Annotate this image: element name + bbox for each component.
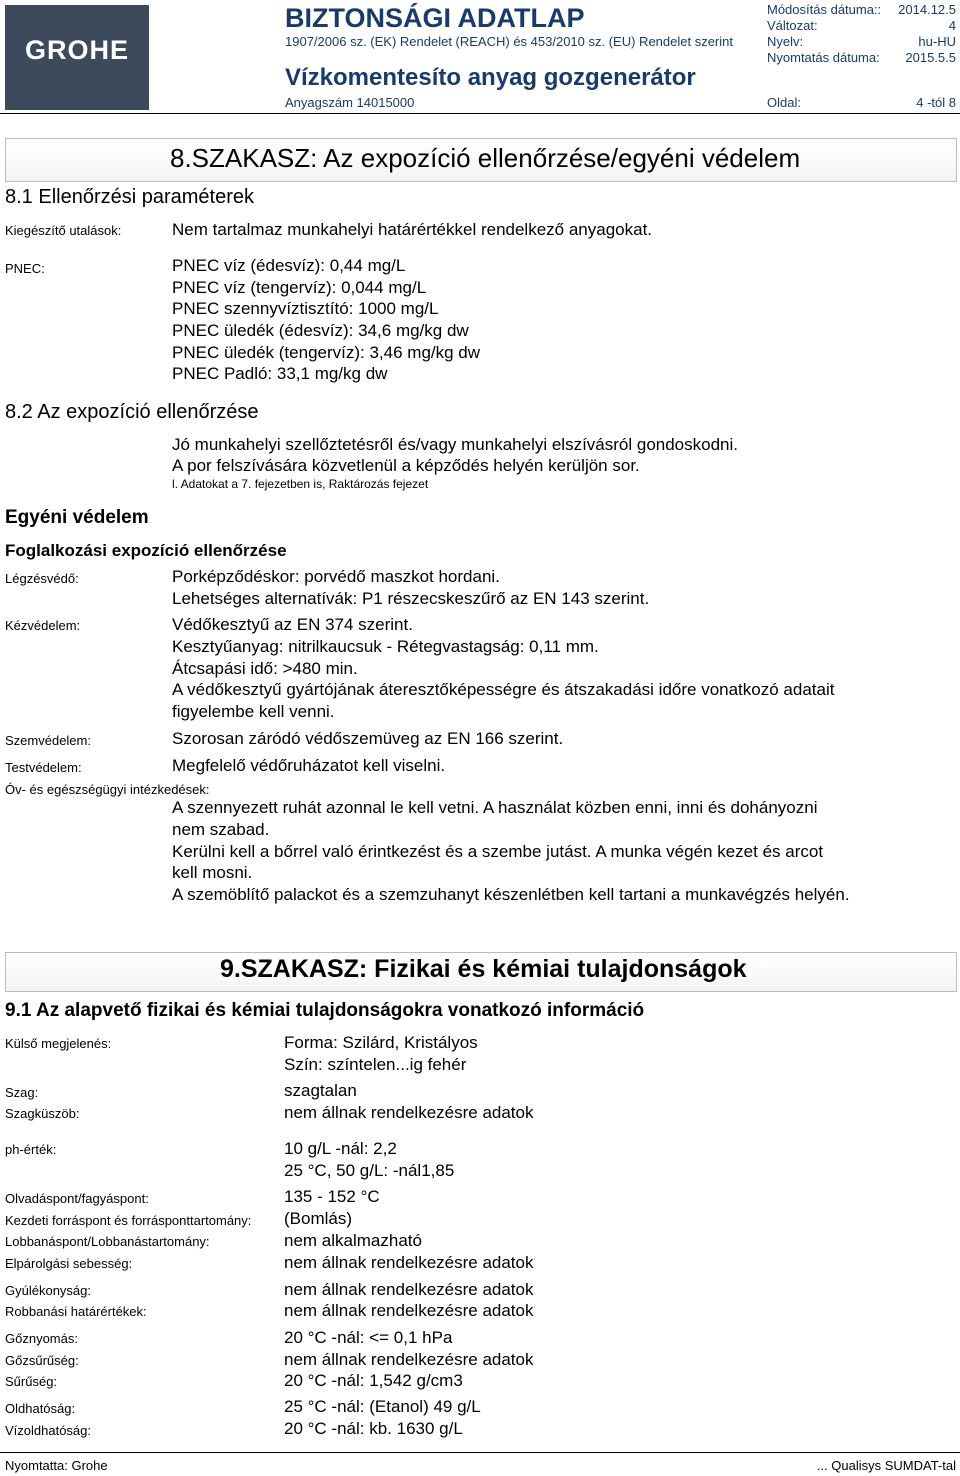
additional-value: Nem tartalmaz munkahelyi határértékkel rendelkező anyagokat.: [172, 220, 653, 239]
doc-title: BIZTONSÁGI ADATLAP: [285, 3, 585, 33]
meta-label-version: Változat:: [767, 18, 818, 33]
prop-label-density: Sűrűség:: [5, 1374, 58, 1389]
section9-title: 9.SZAKASZ: Fizikai és kémiai tulajdonságok: [220, 955, 747, 983]
meta-value-print-date: 2015.5.5: [905, 50, 956, 65]
hand-label: Kézvédelem:: [5, 618, 81, 633]
section8-1-heading: 8.1 Ellenőrzési paraméterek: [5, 186, 255, 208]
prop-value-ph: 10 g/L -nál: 2,2: [284, 1139, 397, 1158]
hygiene-line: nem szabad.: [172, 820, 270, 839]
prop-value-vapour-pressure: 20 °C -nál: <= 0,1 hPa: [284, 1328, 453, 1347]
prop-label-solubility: Oldhatóság:: [5, 1401, 76, 1416]
prop-label-evaporation-rate: Elpárolgási sebesség:: [5, 1256, 133, 1271]
meta-label-language: Nyelv:: [767, 34, 804, 49]
prop-value-flammability: nem állnak rendelkezésre adatok: [284, 1280, 534, 1299]
prop-label-boiling-point: Kezdeti forráspont és forrásponttartomány:: [5, 1213, 252, 1228]
meta-value-language: hu-HU: [918, 34, 956, 49]
prop-value-vapour-density: nem állnak rendelkezésre adatok: [284, 1350, 534, 1369]
prop-label-odour: Szag:: [5, 1085, 39, 1100]
prop-label-explosion-limits: Robbanási határértékek:: [5, 1304, 147, 1319]
section8-title: 8.SZAKASZ: Az expozíció ellenőrzése/egyéni védelem: [170, 143, 801, 173]
prop-value-flash-point: nem alkalmazható: [284, 1231, 422, 1250]
eye-value: Szorosan záródó védőszemüveg az EN 166 szerint.: [172, 729, 564, 748]
substance-number: Anyagszám 14015000: [285, 95, 415, 110]
pnec-line: PNEC üledék (tengervíz): 3,46 mg/kg dw: [172, 343, 481, 362]
eye-label: Szemvédelem:: [5, 733, 91, 748]
header-divider: [0, 113, 960, 114]
hygiene-line: A szemöblítő palackot és a szemzuhanyt készenlétben kell tartani a munkavégzés helyén.: [172, 885, 850, 904]
prop-value-explosion-limits: nem állnak rendelkezésre adatok: [284, 1301, 534, 1320]
prop-label-ph: ph-érték:: [5, 1142, 57, 1157]
prop-value-evaporation-rate: nem állnak rendelkezésre adatok: [284, 1253, 534, 1272]
hand-line: Kesztyűanyag: nitrilkaucsuk - Rétegvastagság: 0,11 mm.: [172, 637, 599, 656]
exposure-line: Jó munkahelyi szellőztetésről és/vagy munkahelyi elszívásról gondoskodni.: [172, 435, 739, 454]
prop-value-appearance: Forma: Szilárd, Kristályos: [284, 1033, 478, 1052]
section8-2-heading: 8.2 Az expozíció ellenőrzése: [5, 401, 259, 423]
meta-label-revision: Módosítás dátuma::: [767, 2, 882, 17]
body-label: Testvédelem:: [5, 760, 82, 775]
prop-label-flammability: Gyúlékonyság:: [5, 1283, 91, 1298]
pnec-label: PNEC:: [5, 261, 45, 276]
logo-text: GROHE: [24, 35, 129, 65]
page-value: 4 -tól 8: [916, 95, 956, 110]
meta-label-print-date: Nyomtatás dátuma:: [767, 50, 880, 65]
respiratory-line: Lehetséges alternatívák: P1 részecskeszűrő az EN 143 szerint.: [172, 589, 650, 608]
hygiene-line: A szennyezett ruhát azonnal le kell vetni. A használat közben enni, inni és dohányozni: [172, 798, 818, 817]
prop-value-density: 20 °C -nál: 1,542 g/cm3: [284, 1371, 463, 1390]
exposure-line: A por felszívására közvetlenül a képződés helyén kerüljön sor.: [172, 456, 640, 475]
hygiene-label: Óv- és egészségügyi intézkedések:: [5, 782, 210, 797]
body-value: Megfelelő védőruházatot kell viselni.: [172, 756, 446, 775]
respiratory-line: Porképződéskor: porvédő maszkot hordani.: [172, 567, 500, 586]
grohe-logo: [5, 5, 149, 110]
prop-value-melting-point: 135 - 152 °C: [284, 1187, 380, 1206]
meta-value-revision: 2014.12.5: [898, 2, 956, 17]
hand-line: figyelembe kell venni.: [172, 702, 335, 721]
prop-value-odour: szagtalan: [284, 1081, 357, 1100]
respiratory-label: Légzésvédő:: [5, 571, 79, 586]
pnec-line: PNEC Padló: 33,1 mg/kg dw: [172, 364, 388, 383]
pnec-line: PNEC víz (édesvíz): 0,44 mg/L: [172, 256, 406, 275]
prop-label-melting-point: Olvadáspont/fagyáspont:: [5, 1191, 149, 1206]
personal-protection-heading: Egyéni védelem: [5, 507, 149, 528]
prop-label-water-solubility: Vízoldhatóság:: [5, 1423, 92, 1438]
pnec-line: PNEC szennyvíztisztító: 1000 mg/L: [172, 299, 439, 318]
footer-right: ... Qualisys SUMDAT-tal: [816, 1458, 956, 1473]
pnec-line: PNEC víz (tengervíz): 0,044 mg/L: [172, 278, 427, 297]
hand-line: Védőkesztyű az EN 374 szerint.: [172, 615, 413, 634]
section9-1-heading: 9.1 Az alapvető fizikai és kémiai tulajdonságokra vonatkozó információ: [5, 1000, 645, 1021]
additional-label: Kiegészítő utalások:: [5, 223, 122, 238]
hygiene-line: kell mosni.: [172, 863, 253, 882]
page-label: Oldal:: [767, 95, 801, 110]
product-name: Vízkomentesíto anyag gozgenerátor: [285, 64, 696, 91]
prop-label-odour-threshold: Szagküszöb:: [5, 1106, 80, 1121]
prop-label-vapour-density: Gőzsűrűség:: [5, 1353, 79, 1368]
hand-line: Átcsapási idő: >480 min.: [172, 659, 358, 678]
prop-value-odour-threshold: nem állnak rendelkezésre adatok: [284, 1103, 534, 1122]
hand-line: A védőkesztyű gyártójának áteresztőképességre és átszakadási időre vonatkozó adatait: [172, 680, 835, 699]
regulation-text: 1907/2006 sz. (EK) Rendelet (REACH) és 453/2010 sz. (EU) Rendelet szerint: [285, 34, 733, 49]
footer-left: Nyomtatta: Grohe: [5, 1458, 108, 1473]
pnec-line: PNEC üledék (édesvíz): 34,6 mg/kg dw: [172, 321, 469, 340]
prop-value-ph: 25 °C, 50 g/L: -nál1,85: [284, 1161, 455, 1180]
meta-value-version: 4: [948, 18, 956, 33]
prop-value-appearance: Szín: színtelen...ig fehér: [284, 1055, 467, 1074]
prop-label-vapour-pressure: Gőznyomás:: [5, 1331, 78, 1346]
prop-label-appearance: Külső megjelenés:: [5, 1036, 112, 1051]
hygiene-line: Kerülni kell a bőrrel való érintkezést és a szembe jutást. A munka végén kezet és arcot: [172, 842, 824, 861]
footer-divider: [0, 1452, 960, 1453]
occupational-heading: Foglalkozási expozíció ellenőrzése: [5, 541, 287, 560]
exposure-note: l. Adatokat a 7. fejezetben is, Raktározás fejezet: [172, 477, 429, 491]
prop-label-flash-point: Lobbanáspont/Lobbanástartomány:: [5, 1234, 210, 1249]
prop-value-boiling-point: (Bomlás): [284, 1209, 353, 1228]
prop-value-solubility: 25 °C -nál: (Etanol) 49 g/L: [284, 1397, 481, 1416]
prop-value-water-solubility: 20 °C -nál: kb. 1630 g/L: [284, 1419, 463, 1438]
